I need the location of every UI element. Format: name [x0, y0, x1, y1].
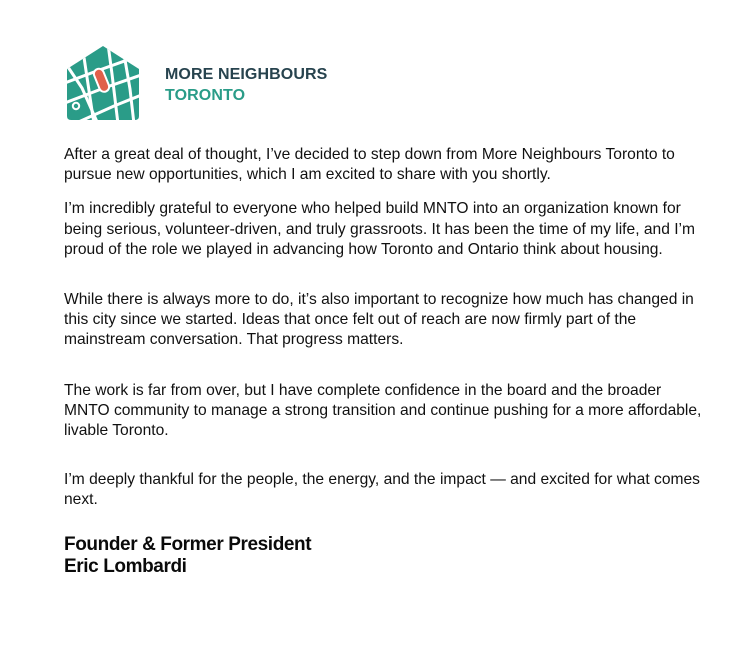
letter-body: [64, 145, 704, 578]
paragraph: I’m incredibly grateful to everyone who helped build MNTO into an organization known for being serious, volunteer-driven, and truly grassroots. It has been the time of my life, and I’m proud of the role we played in advancing how Toronto and Ontario think about housing.: [64, 200, 695, 258]
brand-header: [64, 44, 327, 122]
paragraph: The work is far from over, but I have complete confidence in the board and the broader MNTO community to manage a strong transition and continue pushing for a more affordable, livable Toronto.: [64, 381, 702, 440]
paragraph: After a great deal of thought, I’ve decided to step down from More Neighbours Toronto to pursue new opportunities, which I am excited to share with you shortly.: [64, 146, 675, 184]
brand-wordmark: [165, 64, 327, 106]
signature-name: Eric Lombardi: [64, 555, 187, 577]
house-map-icon: [64, 44, 142, 122]
brand-name: MORE NEIGHBOURS: [165, 66, 328, 83]
brand-city: TORONTO: [165, 87, 246, 104]
signature-title: Founder & Former President: [64, 533, 312, 555]
paragraph: While there is always more to do, it’s also important to recognize how much has changed in this city since we started. Ideas that once felt out of reach are now firmly part of the mainstream conversation. That progress matters.: [64, 291, 694, 349]
paragraph: I’m deeply thankful for the people, the energy, and the impact — and excited for what comes next.: [64, 471, 700, 509]
